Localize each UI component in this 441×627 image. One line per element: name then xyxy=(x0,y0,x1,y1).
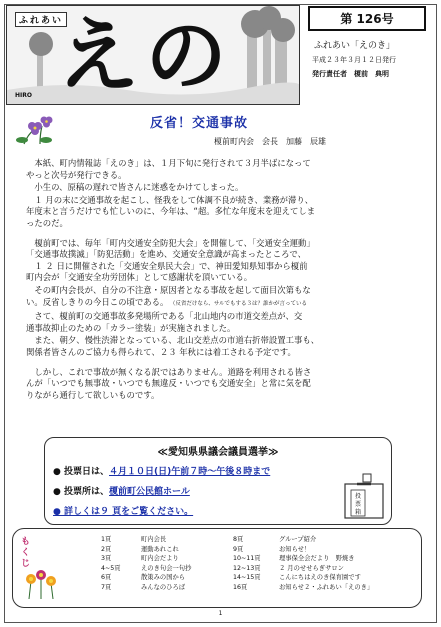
ballot-box-label-2: 票 xyxy=(354,501,362,508)
toc-entry-title: えのき句会一句抄 xyxy=(141,564,192,572)
vote-place-line xyxy=(53,484,190,497)
toc-entry-page: 7頁 xyxy=(101,583,112,591)
toc-entry[interactable] xyxy=(233,564,373,574)
toc-entry-page: 4~5頁 xyxy=(101,564,121,572)
article-aside: （反省だけなら、サルでもする３は？誰かが言っている xyxy=(172,300,308,307)
toc-label-char: も xyxy=(21,537,31,547)
toc-entry[interactable] xyxy=(233,554,373,564)
toc-entry-title: 理事保全会だより 野焼き xyxy=(279,555,355,563)
article-paragraph: また、朝夕、慢性渋滞となっている、北山交差点の市道右折帯設置工事も、 関係者皆さんのご協力も得られて、２３ 年秋には着工される予定です。 xyxy=(26,335,320,357)
toc-entry[interactable] xyxy=(233,545,373,555)
toc-entry-title: 散策みの国から xyxy=(141,574,186,582)
toc-label-char: じ xyxy=(21,559,31,569)
toc-entry-page: 16頁 xyxy=(233,583,248,591)
masthead-subtitle: ふれあい xyxy=(15,12,67,27)
article-paragraph: 小生の、原稿の遅れで皆さんに迷惑をかけてしまった。 xyxy=(26,182,244,193)
election-title: ≪愛知県県議会議員選挙≫ xyxy=(157,447,279,458)
toc-entry-title: 運動あれこれ xyxy=(141,545,179,553)
vote-day-line xyxy=(53,464,270,477)
toc-entry[interactable] xyxy=(233,583,373,593)
publisher: 発行責任者 榎前 典明 xyxy=(312,70,389,78)
newsletter-name: ふれあい「えのき」 xyxy=(314,41,396,51)
toc-entry-page: 14~15頁 xyxy=(233,574,261,582)
toc-entry[interactable] xyxy=(101,545,191,555)
vote-day-value: ４月１０日(日)午前７時～午後８時まで xyxy=(109,467,271,477)
masthead-banner xyxy=(6,5,300,105)
toc-entry-title: 町内会長 xyxy=(141,536,167,543)
toc-entry-title: ２ 月のせせらぎサロン xyxy=(279,564,344,572)
ballot-box-label-1: 投 xyxy=(354,493,362,500)
ballot-box-label-3: 箱 xyxy=(354,509,362,516)
table-of-contents xyxy=(12,528,422,608)
toc-entry-page: 1頁 xyxy=(101,536,112,543)
vote-place-value: 榎前町公民館ホール xyxy=(109,487,190,497)
toc-entry-title: 町内会だより xyxy=(141,555,179,563)
toc-entry-page: 8頁 xyxy=(233,536,244,543)
toc-entry-title: お知らせ２・ふれあい「えのき」 xyxy=(279,583,374,591)
toc-entry[interactable] xyxy=(101,583,191,593)
toc-label-char: く xyxy=(21,548,31,558)
vote-day-label: ● 投票日は、 xyxy=(53,467,109,477)
article-byline: 榎前町内会 会長 加藤 辰雄 xyxy=(214,137,326,146)
article-paragraph: １ 月の末に交通事故を起こし、怪我をして体調不良が続き、業務が滞り、 年度末と言うだけでも忙しいのに、今年は、“超。多忙な年度末を迎えてしま ったのだ。 xyxy=(26,194,316,228)
toc-entry-page: 3頁 xyxy=(101,555,112,563)
toc-entry-title: こんにちはえのき保育園です xyxy=(279,574,361,582)
toc-entry-title: グループ紹介 xyxy=(279,536,317,543)
toc-entry[interactable] xyxy=(233,535,373,545)
election-notice xyxy=(44,437,392,525)
toc-entry-page: 10~11頁 xyxy=(233,555,261,563)
article-paragraph xyxy=(26,285,420,310)
toc-entry[interactable] xyxy=(101,573,191,583)
toc-entry-page: 12~13頁 xyxy=(233,564,261,572)
page-number: 1 xyxy=(218,610,223,617)
issue-date: 平成２３年３月１２日発行 xyxy=(312,56,396,64)
article-paragraph: さて、榎前町の交通事故多発場所である「北山地内の市道交差点が、交 通事故抑止のための「カラー塗装」が実施されました。 xyxy=(26,311,303,333)
toc-entry-page: 2頁 xyxy=(101,545,112,553)
toc-entry-title: お知らせ！ xyxy=(279,545,311,553)
toc-entry[interactable] xyxy=(233,573,373,583)
toc-column-left xyxy=(101,535,191,593)
article-paragraph: 本紙、町内情報誌「えのき」は、１月下旬に発行されて３月半ばになって やっと次号が発行できる。 xyxy=(26,158,311,180)
article-paragraph: 榎前町では、毎年「町内交通安全防犯大会」を開催して、「交通安全運動」 「交通事故撲滅」「防犯活動」を進め、交通安全意識が高まったところで、 １ ２ 日に開催された「交通安全県民大会」で、神田愛知県知事から榎前 町内会が「交通安全功労団体」として感謝状を頂いている。 xyxy=(26,237,315,283)
vote-place-label: ● 投票所は、 xyxy=(53,487,109,497)
issue-number: 第 126号 xyxy=(308,6,426,31)
toc-entry-page: 6頁 xyxy=(101,574,112,582)
toc-entry-page: 9頁 xyxy=(233,545,244,553)
flower-cluster-icon xyxy=(19,565,65,601)
toc-entry-title: みんなのひろば xyxy=(141,583,186,591)
article-body xyxy=(26,158,420,401)
article-headline: 反省！交通事故 xyxy=(150,116,249,131)
masthead-title: えの xyxy=(57,8,234,104)
violet-flower-icon xyxy=(14,112,56,146)
details-link[interactable]: ● 詳しくは９ 頁をご覧ください。 xyxy=(53,507,194,517)
toc-entry[interactable] xyxy=(101,564,191,574)
article-paragraph: しかし、これで事故が無くなる訳ではありません。道路を利用される皆さ んが「いつでも無事故・いつでも無違反・いつでも交通安全」と常に気を配 りながら通行して欲しいものです。 xyxy=(26,366,312,400)
issue-info xyxy=(308,6,426,79)
artist-signature: HIRO xyxy=(15,92,32,99)
toc-entry[interactable] xyxy=(101,535,191,545)
toc-entry[interactable] xyxy=(101,554,191,564)
details-link-line xyxy=(53,504,193,517)
toc-column-right xyxy=(233,535,373,593)
ballot-box-icon xyxy=(341,472,387,520)
article-paragraph-text: その町内会長が、自分の不注意・原因者となる事故を起して面目次第もな い。反省しきりの今日この頃である。 xyxy=(26,284,311,307)
